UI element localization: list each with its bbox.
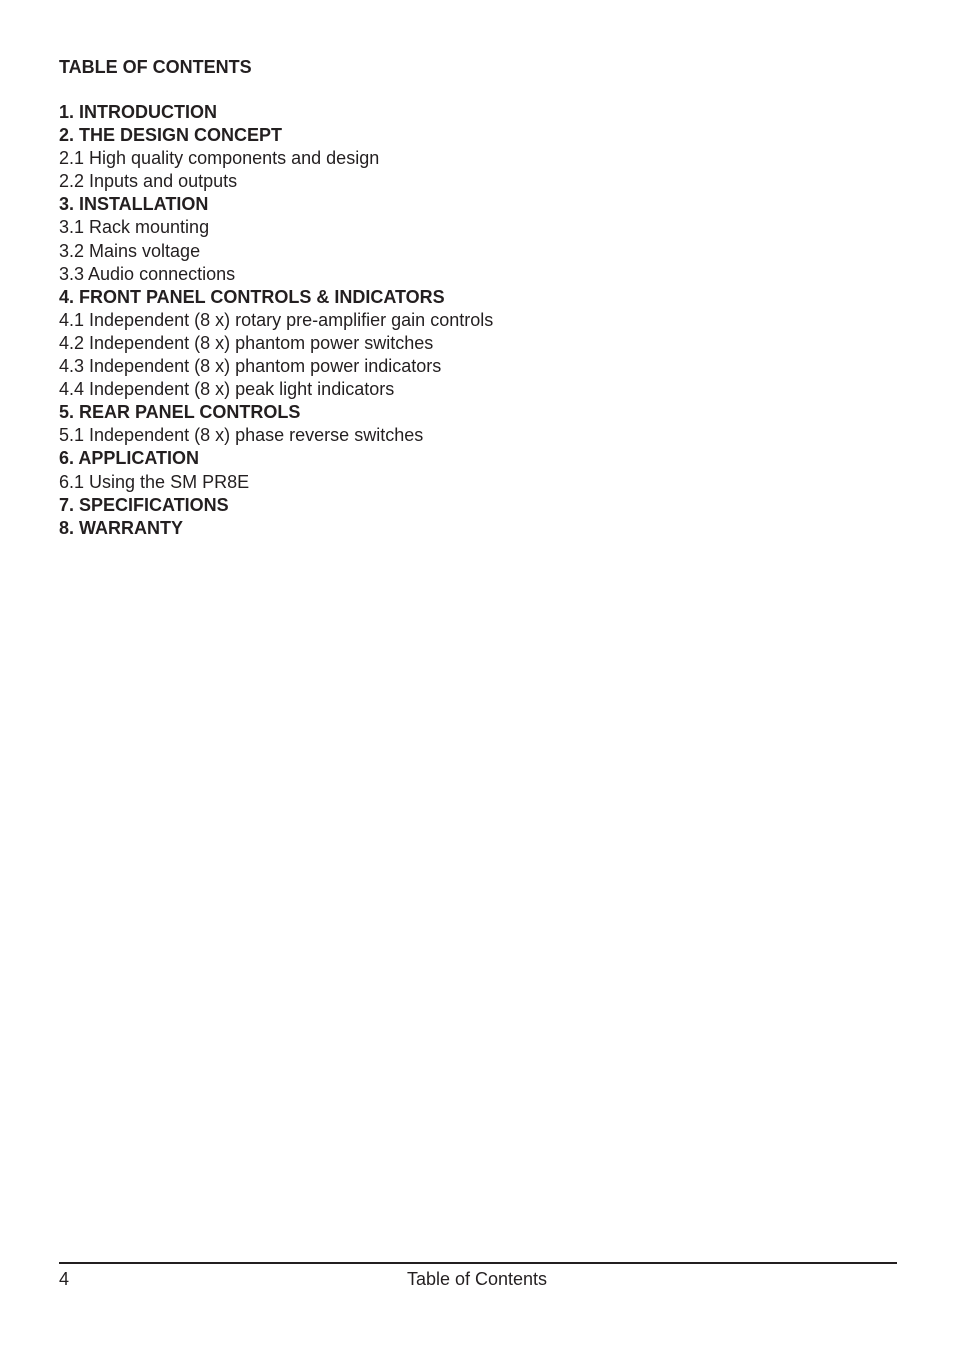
table-of-contents: [59, 101, 493, 540]
toc-entry: 3.2 Mains voltage: [59, 240, 201, 261]
page-number: 4: [59, 1269, 70, 1289]
toc-entry: 3.1 Rack mounting: [59, 217, 210, 238]
toc-entry: 2.1 High quality components and design: [59, 148, 380, 169]
toc-entry: 7. SPECIFICATIONS: [59, 494, 229, 515]
toc-entry: 4.1 Independent (8 x) rotary pre-amplifier gain controls: [59, 309, 494, 330]
toc-entry: 3.3 Audio connections: [59, 263, 236, 284]
toc-entry: 3. INSTALLATION: [59, 194, 209, 215]
toc-entry: 2.2 Inputs and outputs: [59, 171, 238, 192]
toc-entry: 4.3 Independent (8 x) phantom power indicators: [59, 356, 442, 377]
footer-title: Table of Contents: [406, 1269, 548, 1289]
toc-entry: 5.1 Independent (8 x) phase reverse switches: [59, 425, 424, 446]
toc-entry: 6. APPLICATION: [59, 448, 200, 469]
toc-entry: 8. WARRANTY: [59, 517, 184, 538]
toc-entry: 1. INTRODUCTION: [59, 102, 218, 122]
footer-divider: [59, 1262, 897, 1264]
toc-entry: 4. FRONT PANEL CONTROLS & INDICATORS: [59, 286, 445, 307]
toc-entry: 2. THE DESIGN CONCEPT: [59, 125, 283, 146]
toc-entry: 6.1 Using the SM PR8E: [59, 471, 250, 492]
toc-entry: 4.2 Independent (8 x) phantom power switches: [59, 332, 434, 353]
toc-entry: 4.4 Independent (8 x) peak light indicators: [59, 379, 395, 400]
toc-entry: 5. REAR PANEL CONTROLS: [59, 402, 301, 423]
page-title: TABLE OF CONTENTS: [59, 57, 252, 77]
